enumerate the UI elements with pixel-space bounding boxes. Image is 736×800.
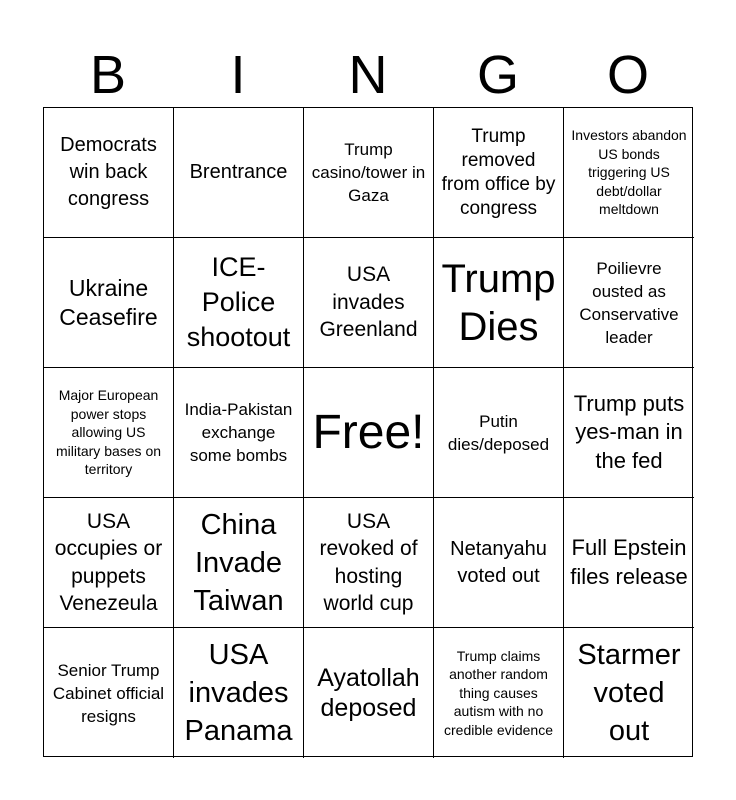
bingo-cell[interactable] bbox=[434, 108, 564, 238]
cell-text: Trump Dies bbox=[441, 256, 556, 349]
bingo-cell[interactable] bbox=[44, 628, 174, 758]
header-letter-o: O bbox=[606, 45, 649, 105]
cell-text: Ayatollah deposed bbox=[317, 664, 420, 722]
cell-text: USA invades Panama bbox=[184, 639, 293, 747]
cell-text: Starmer voted out bbox=[577, 639, 681, 747]
bingo-cell[interactable] bbox=[434, 498, 564, 628]
cell-text: USA revoked of hosting world cup bbox=[319, 509, 418, 615]
bingo-header bbox=[43, 42, 693, 108]
bingo-cell[interactable] bbox=[564, 238, 694, 368]
bingo-cell[interactable] bbox=[564, 628, 694, 758]
cell-text: Free! bbox=[312, 405, 425, 459]
cell-text: Poilievre ousted as Conservative leader bbox=[579, 258, 679, 347]
header-letter-b: B bbox=[89, 45, 127, 105]
cell-text: ICE-Police shootout bbox=[186, 252, 291, 352]
cell-text: Ukraine Ceasefire bbox=[59, 274, 158, 330]
cell-text: Investors abandon US bonds triggering US debt/dollar meltdown bbox=[571, 127, 687, 218]
bingo-cell[interactable] bbox=[434, 238, 564, 368]
cell-text: USA occupies or puppets Venezeula bbox=[54, 509, 163, 615]
bingo-cell[interactable] bbox=[44, 368, 174, 498]
bingo-cell[interactable] bbox=[304, 108, 434, 238]
cell-text: Democrats win back congress bbox=[60, 134, 157, 210]
bingo-cell[interactable] bbox=[174, 498, 304, 628]
bingo-cell[interactable] bbox=[304, 498, 434, 628]
cell-text: Putin dies/deposed bbox=[447, 411, 550, 454]
bingo-cell[interactable] bbox=[174, 628, 304, 758]
header-letter-n: N bbox=[348, 45, 388, 105]
cell-text: Trump claims another random thing causes autism with no credible evidence bbox=[444, 647, 553, 738]
cell-text: Trump removed from office by congress bbox=[441, 125, 556, 219]
cell-text: USA invades Greenland bbox=[319, 263, 418, 342]
header-letter-i: I bbox=[230, 45, 246, 105]
bingo-cell[interactable] bbox=[44, 238, 174, 368]
bingo-cell[interactable] bbox=[44, 108, 174, 238]
cell-text: Trump casino/tower in Gaza bbox=[311, 140, 426, 205]
bingo-cell[interactable] bbox=[44, 498, 174, 628]
cell-text: Full Epstein files release bbox=[570, 535, 688, 589]
cell-text: Brentrance bbox=[189, 161, 288, 183]
cell-text: China Invade Taiwan bbox=[193, 508, 284, 617]
bingo-cell[interactable] bbox=[174, 238, 304, 368]
cell-text: India-Pakistan exchange some bombs bbox=[184, 400, 293, 465]
bingo-cell[interactable] bbox=[174, 368, 304, 498]
cell-text: Senior Trump Cabinet official resigns bbox=[52, 660, 165, 726]
free-cell[interactable] bbox=[304, 368, 434, 498]
bingo-cell[interactable] bbox=[434, 628, 564, 758]
bingo-cell[interactable] bbox=[564, 108, 694, 238]
bingo-cell[interactable] bbox=[434, 368, 564, 498]
cell-text: Trump puts yes-man in the fed bbox=[573, 390, 685, 473]
bingo-cell[interactable] bbox=[564, 498, 694, 628]
cell-text: Netanyahu voted out bbox=[450, 537, 547, 587]
bingo-cell[interactable] bbox=[564, 368, 694, 498]
bingo-cell[interactable] bbox=[304, 628, 434, 758]
bingo-cell[interactable] bbox=[304, 238, 434, 368]
header-letter-g: G bbox=[476, 45, 519, 105]
bingo-cell[interactable] bbox=[174, 108, 304, 238]
cell-text: Major European power stops allowing US military bases on territory bbox=[55, 387, 162, 478]
bingo-board bbox=[43, 107, 693, 757]
